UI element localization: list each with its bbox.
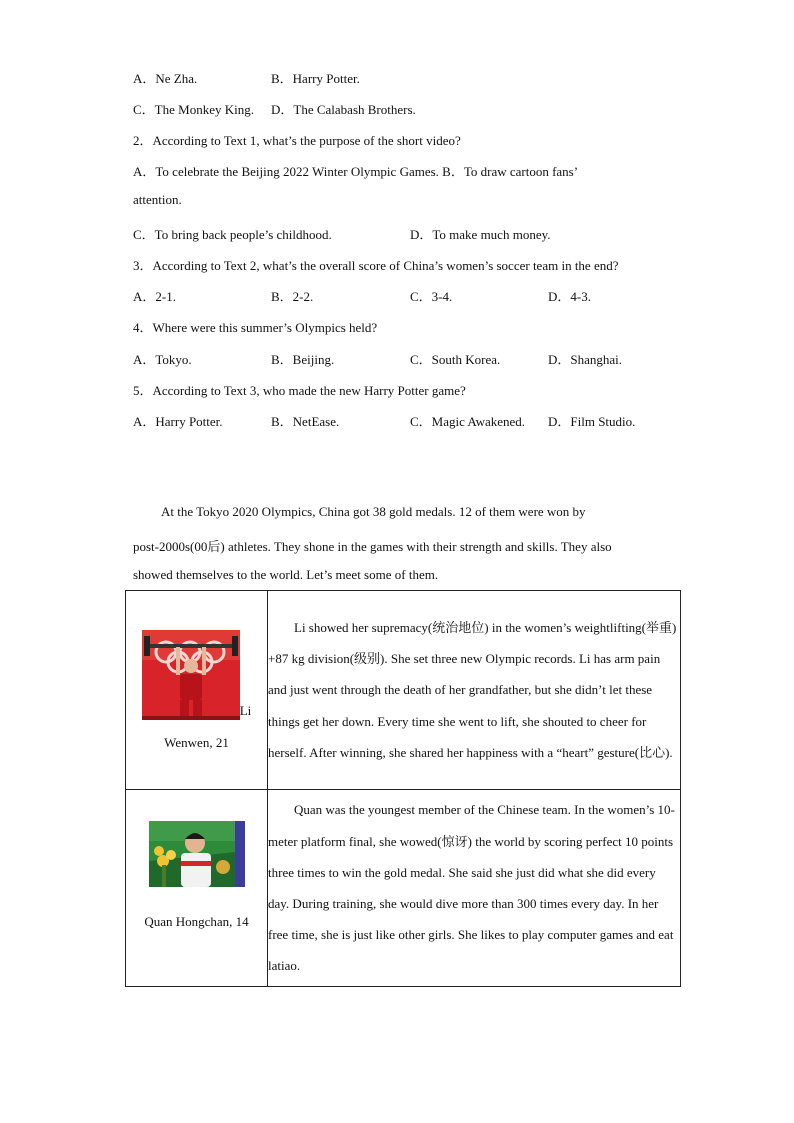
q4-stem: 4．Where were this summer’s Olympics held? [133,320,378,335]
q2-options-ab: A．To celebrate the Beijing 2022 Winter Olympic Games. B．To draw cartoon fans’ [133,164,579,179]
q1-option-d: D．The Calabash Brothers. [271,102,416,117]
q3-stem: 3．According to Text 2, what’s the overall score of China’s women’s soccer team in the end? [133,258,619,273]
passage-line-1: At the Tokyo 2020 Olympics, China got 38 gold medals. 12 of them were won by [161,504,586,519]
q3-option-b: B．2-2. [271,289,314,304]
quan-hongchan-description: Quan was the youngest member of the Chinese team. In the women’s 10-meter platform final, she wowed(惊讶) the world by scoring perfect 10 points three times to win the gold medal. She said she just did what she did every day. During training, she would dive more than 300 times every day. In her free time, she is just like other girls. She likes to play computer games and eat latiao. [268,802,675,974]
q5-option-b: B．NetEase. [271,414,340,429]
q2-option-c: C．To bring back people’s childhood. [133,227,332,242]
li-wenwen-photo [142,630,240,724]
q4-option-d: D．Shanghai. [548,352,623,367]
quan-hongchan-description-cell [268,790,681,987]
table-row [126,790,681,987]
q4-option-b: B．Beijing. [271,352,335,367]
q3-option-d: D．4-3. [548,289,591,304]
table-row [126,591,681,790]
q4-option-c: C．South Korea. [410,352,501,367]
li-wenwen-description: Li showed her supremacy(统治地位) in the women’s weightlifting(举重) +87 kg division(级别). She set three new Olympic records. Li has arm pain and just went through the death of her grandfather, but she didn’t let these things get her down. Every time she went to lift, she shouted to cheer for herself. After winning, she shared her happiness with a “heart” gesture(比心). [268,619,677,760]
q2-option-d: D．To make much money. [410,227,551,242]
li-wenwen-description-cell [268,591,681,790]
q5-option-c: C．Magic Awakened. [410,414,526,429]
q3-option-c: C．3-4. [410,289,453,304]
athlete-photo-cell [126,790,268,987]
athlete-photo-cell [126,591,268,790]
q5-option-a: A．Harry Potter. [133,414,223,429]
passage-line-2: post-2000s(00后) athletes. They shone in the games with their strength and skills. They also [133,539,612,554]
q3-option-a: A．2-1. [133,289,176,304]
q1-option-a: A．Ne Zha. [133,71,198,86]
q4-option-a: A．Tokyo. [133,352,192,367]
quan-hongchan-photo [149,821,245,891]
li-wenwen-name-part2: Wenwen, 21 [164,735,229,750]
q1-option-b: B．Harry Potter. [271,71,360,86]
quan-hongchan-name: Quan Hongchan, 14 [144,914,249,929]
li-wenwen-name-part1: Li [239,703,252,718]
q1-option-c: C．The Monkey King. [133,102,254,117]
q2-stem: 2．According to Text 1, what’s the purpose of the short video? [133,133,461,148]
athletes-table [125,590,681,987]
q2-options-ab-cont: attention. [133,192,182,207]
passage-line-3: showed themselves to the world. Let’s meet some of them. [133,567,439,582]
q5-option-d: D．Film Studio. [548,414,636,429]
q5-stem: 5．According to Text 3, who made the new Harry Potter game? [133,383,466,398]
